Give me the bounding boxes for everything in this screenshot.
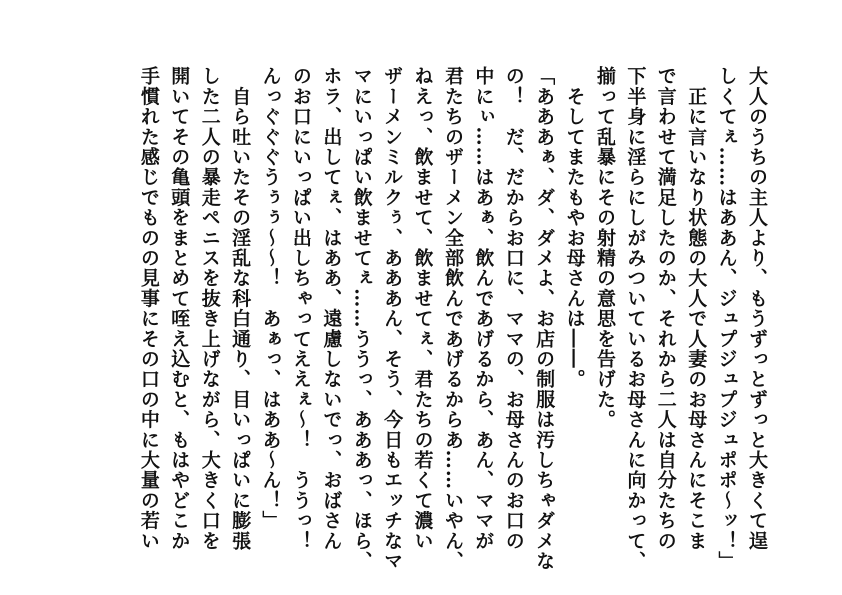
- text-column: そしてまたもやお母さんは――。: [563, 66, 586, 390]
- text-column: んっぐぐぐうぅぅ～～！ あぁっ、はああ～ん！」: [259, 66, 282, 531]
- text-column: ホラ、出してぇ、はああ、遠慮しないでっ、おばさん: [320, 66, 343, 551]
- text-column: マにいっぱい飲ませてぇ……ううっ、あああっ、ほら、: [350, 66, 373, 571]
- text-column: 中にぃ……はあぁ、飲んであげるから、あん、ママが: [472, 66, 495, 551]
- text-column: 揃って乱暴にその射精の意思を告げた。: [593, 66, 616, 430]
- vertical-text-body: [133, 66, 772, 571]
- text-column: 自ら吐いたその淫乱な科白通り、目いっぱいに膨張: [229, 66, 252, 551]
- text-column: 手慣れた感じでものの見事にその口の中に大量の若い: [137, 66, 160, 551]
- text-column: 開いてその亀頭をまとめて咥え込むと、もはやどこか: [168, 66, 191, 551]
- text-column: の！ だ、だからお口に、ママの、お母さんのお口の: [502, 66, 525, 551]
- text-column: 正に言いなり状態の大人で人妻のお母さんにそこま: [685, 66, 708, 551]
- text-column: で言わせて満足したのか、それから二人は自分たちの: [654, 66, 677, 551]
- text-column: 君たちのザーメン全部飲んであげるからあ……いやん、: [441, 66, 464, 571]
- text-column: ザーメンミルクぅ、あああん、そう、今日もエッチなマ: [381, 66, 404, 571]
- text-column: ねえっ、飲ませて、飲ませてぇ、君たちの若くて濃い: [411, 66, 434, 551]
- text-column: 下半身に淫らにしがみついているお母さんに向かって、: [624, 66, 647, 571]
- text-column: した二人の暴走ペニスを抜き上げながら、大きく口を: [198, 66, 221, 551]
- text-column: しくてぇ……はああん、ジュプジュプジュポポ～ッ！」: [715, 66, 738, 571]
- text-column: 「あああぁ、ダ、ダメよ、お店の制服は汚しちゃダメな: [533, 66, 556, 571]
- text-column: 大人のうちの主人より、もうずっとずっと大きくて逞: [746, 66, 768, 551]
- text-column: のお口にいっぱい出しちゃってええぇ～！ ううっ！: [289, 66, 312, 551]
